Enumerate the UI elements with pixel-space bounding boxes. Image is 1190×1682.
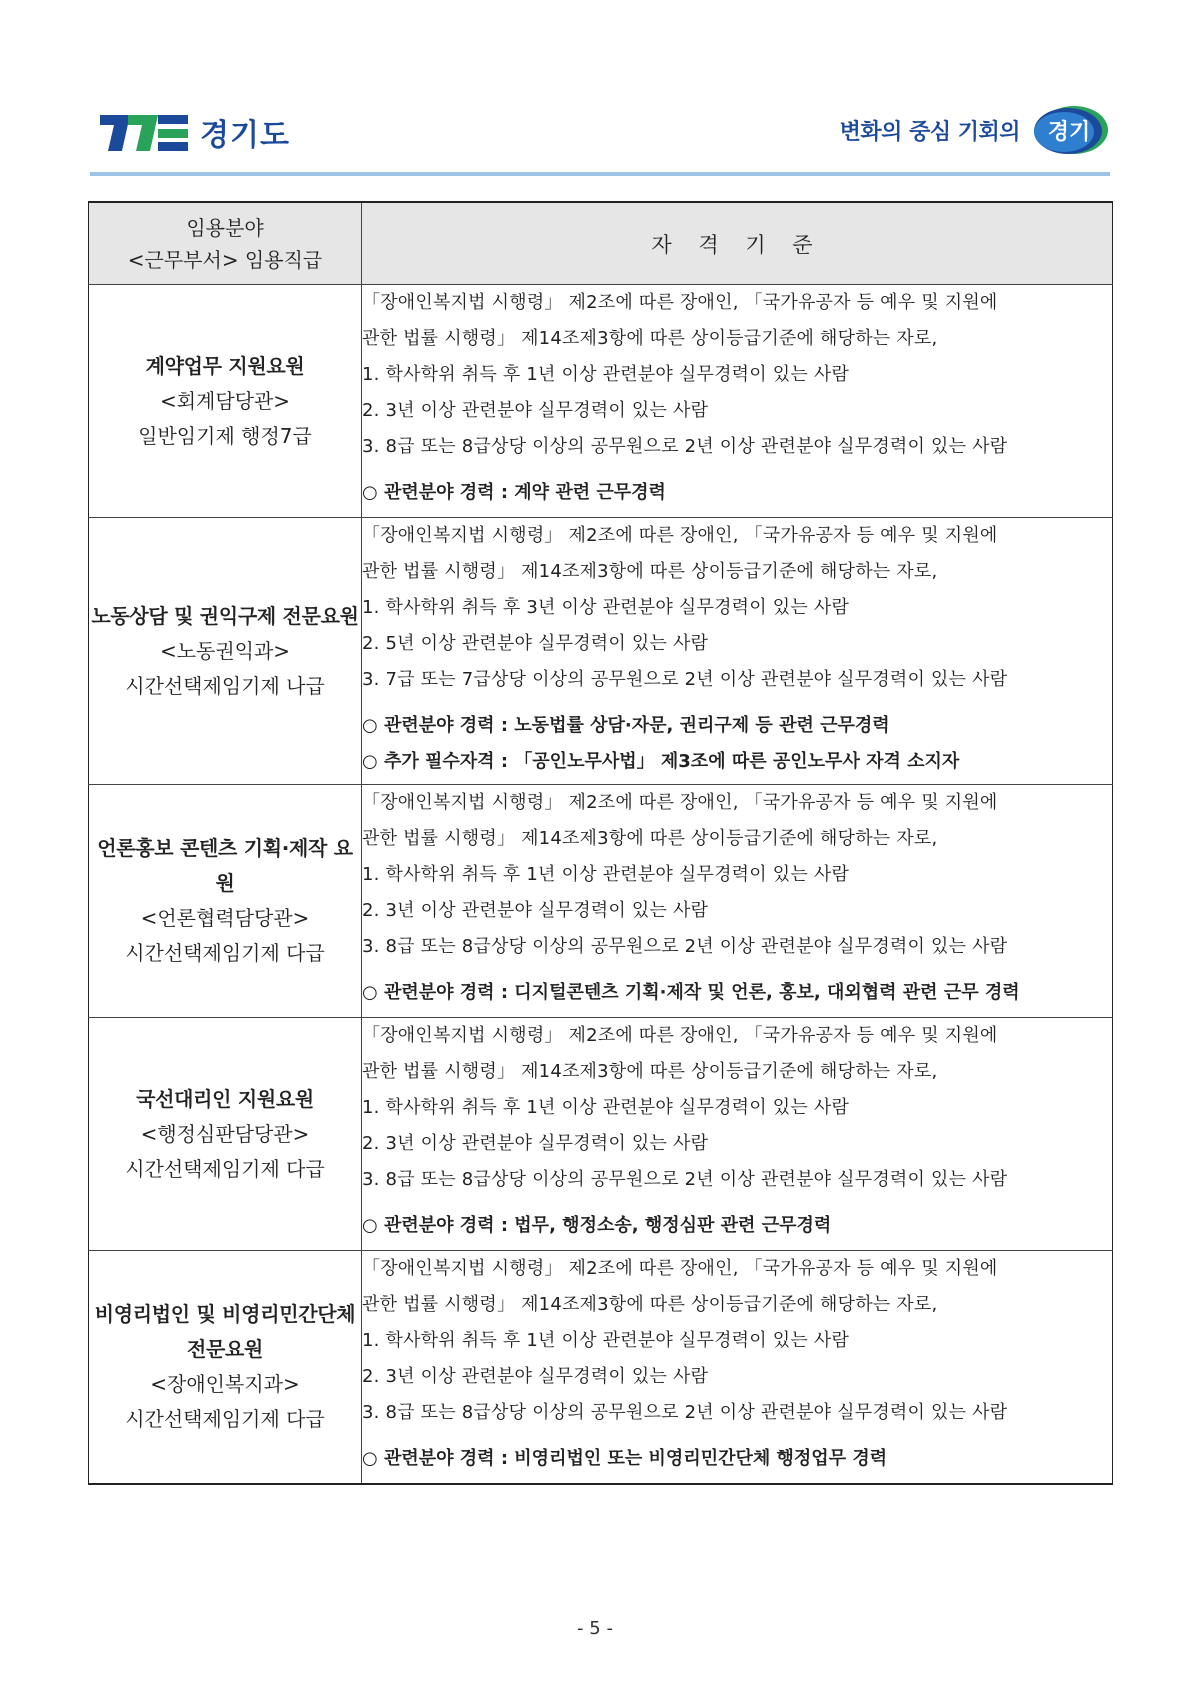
page-number: - 5 -: [577, 1618, 613, 1639]
field-cell: [89, 518, 362, 785]
table-row: [89, 518, 1113, 785]
criteria-cell: [362, 285, 1113, 518]
badge-text: 경기: [1047, 119, 1091, 145]
criteria-line: 관한 법률 시행령」 제14조제3항에 따른 상이등급기준에 해당하는 자로,: [362, 1294, 938, 1315]
field-grade: 시간선택제임기제 나급: [125, 673, 325, 698]
gyeonggi-badge: [1028, 104, 1110, 156]
criteria-note: ○ 관련분야 경력 : 비영리법인 또는 비영리민간단체 행정업무 경력: [362, 1448, 888, 1469]
criteria-line: 관한 법률 시행령」 제14조제3항에 따른 상이등급기준에 해당하는 자로,: [362, 1061, 938, 1082]
criteria-line: 관한 법률 시행령」 제14조제3항에 따른 상이등급기준에 해당하는 자로,: [362, 828, 938, 849]
page-header: [90, 100, 1110, 175]
criteria-line: 1. 학사학위 취득 후 1년 이상 관련분야 실무경력이 있는 사람: [362, 1097, 850, 1118]
table-header-row: [89, 202, 1113, 285]
criteria-note: ○ 관련분야 경력 : 디지털콘텐츠 기획·제작 및 언론, 홍보, 대외협력 관련 근무 경력: [362, 982, 1020, 1003]
criteria-line: 관한 법률 시행령」 제14조제3항에 따른 상이등급기준에 해당하는 자로,: [362, 561, 938, 582]
field-cell: [89, 1251, 362, 1484]
table-row: [89, 785, 1113, 1018]
criteria-line: 「장애인복지법 시행령」 제2조에 따른 장애인, 「국가유공자 등 예우 및 지원에: [362, 792, 998, 813]
criteria-line: 3. 8급 또는 8급상당 이상의 공무원으로 2년 이상 관련분야 실무경력이 있는 사람: [362, 1169, 1008, 1190]
field-dept: <행정심판담당관>: [140, 1121, 310, 1146]
field-dept: <회계담당관>: [159, 388, 291, 413]
criteria-cell: [362, 518, 1113, 785]
field-grade: 일반임기제 행정7급: [138, 423, 312, 448]
gyeonggi-logo: [98, 110, 290, 154]
header-field-label: 임용분야: [186, 215, 264, 240]
criteria-line: 1. 학사학위 취득 후 1년 이상 관련분야 실무경력이 있는 사람: [362, 1330, 850, 1351]
criteria-cell: [362, 1251, 1113, 1484]
header-criteria-cell: [362, 202, 1113, 285]
criteria-line: 2. 3년 이상 관련분야 실무경력이 있는 사람: [362, 900, 709, 921]
org-name: 경기도: [200, 118, 290, 153]
slogan-text: 변화의 중심 기회의: [839, 119, 1020, 145]
criteria-cell: [362, 785, 1113, 1018]
field-grade: 시간선택제임기제 다급: [125, 941, 325, 965]
field-title: 전문요원: [186, 1336, 264, 1361]
criteria-note: ○ 관련분야 경력 : 계약 관련 근무경력: [362, 482, 666, 503]
header-dept-grade-label: <근무부서> 임용직급: [127, 247, 323, 272]
criteria-line: 「장애인복지법 시행령」 제2조에 따른 장애인, 「국가유공자 등 예우 및 지원에: [362, 525, 998, 546]
field-cell: [89, 285, 362, 518]
slogan-group: [840, 104, 1110, 156]
header-divider: [90, 172, 1110, 176]
field-dept: <노동권익과>: [159, 638, 291, 663]
criteria-line: 3. 7급 또는 7급상당 이상의 공무원으로 2년 이상 관련분야 실무경력이 있는 사람: [362, 669, 1008, 690]
table-row: [89, 285, 1113, 518]
field-cell: [89, 785, 362, 1018]
field-dept: <장애인복지과>: [150, 1371, 300, 1396]
criteria-line: 「장애인복지법 시행령」 제2조에 따른 장애인, 「국가유공자 등 예우 및 지원에: [362, 1258, 998, 1279]
criteria-line: 「장애인복지법 시행령」 제2조에 따른 장애인, 「국가유공자 등 예우 및 지원에: [362, 292, 998, 313]
criteria-line: 2. 3년 이상 관련분야 실무경력이 있는 사람: [362, 1366, 709, 1387]
criteria-line: 2. 5년 이상 관련분야 실무경력이 있는 사람: [362, 633, 709, 654]
gyeonggi-logo-mark-icon: [98, 111, 190, 153]
field-title: 국선대리인 지원요원: [136, 1086, 314, 1111]
criteria-line: 3. 8급 또는 8급상당 이상의 공무원으로 2년 이상 관련분야 실무경력이 있는 사람: [362, 436, 1008, 457]
criteria-line: 3. 8급 또는 8급상당 이상의 공무원으로 2년 이상 관련분야 실무경력이 있는 사람: [362, 1402, 1008, 1423]
field-grade: 시간선택제임기제 다급: [125, 1156, 325, 1181]
criteria-note: ○ 관련분야 경력 : 노동법률 상담·자문, 권리구제 등 관련 근무경력: [362, 715, 890, 736]
criteria-line: 「장애인복지법 시행령」 제2조에 따른 장애인, 「국가유공자 등 예우 및 지원에: [362, 1025, 998, 1046]
field-title: 계약업무 지원요원: [145, 353, 305, 378]
criteria-line: 3. 8급 또는 8급상당 이상의 공무원으로 2년 이상 관련분야 실무경력이 있는 사람: [362, 936, 1008, 957]
field-dept: <언론협력담당관>: [140, 906, 310, 930]
criteria-line: 관한 법률 시행령」 제14조제3항에 따른 상이등급기준에 해당하는 자로,: [362, 328, 938, 349]
criteria-line: 2. 3년 이상 관련분야 실무경력이 있는 사람: [362, 1133, 709, 1154]
criteria-note: ○ 추가 필수자격 : 「공인노무사법」 제3조에 따른 공인노무사 자격 소지자: [362, 751, 960, 772]
field-title: 노동상담 및 권익구제 전문요원: [91, 603, 359, 628]
criteria-line: 1. 학사학위 취득 후 1년 이상 관련분야 실무경력이 있는 사람: [362, 864, 850, 885]
criteria-note: ○ 관련분야 경력 : 법무, 행정소송, 행정심판 관련 근무경력: [362, 1215, 832, 1236]
criteria-line: 1. 학사학위 취득 후 3년 이상 관련분야 실무경력이 있는 사람: [362, 597, 850, 618]
table-row: [89, 1251, 1113, 1484]
criteria-cell: [362, 1018, 1113, 1251]
field-cell: [89, 1018, 362, 1251]
header-field-cell: [89, 202, 362, 285]
criteria-line: 2. 3년 이상 관련분야 실무경력이 있는 사람: [362, 400, 709, 421]
field-title: 언론홍보 콘텐츠 기획·제작 요원: [97, 836, 353, 895]
criteria-line: 1. 학사학위 취득 후 1년 이상 관련분야 실무경력이 있는 사람: [362, 364, 850, 385]
field-grade: 시간선택제임기제 다급: [125, 1406, 325, 1431]
header-criteria-label: 자 격 기 준: [651, 232, 823, 257]
field-title: 비영리법인 및 비영리민간단체: [94, 1301, 356, 1326]
qualification-table: [88, 201, 1113, 1485]
table-row: [89, 1018, 1113, 1251]
